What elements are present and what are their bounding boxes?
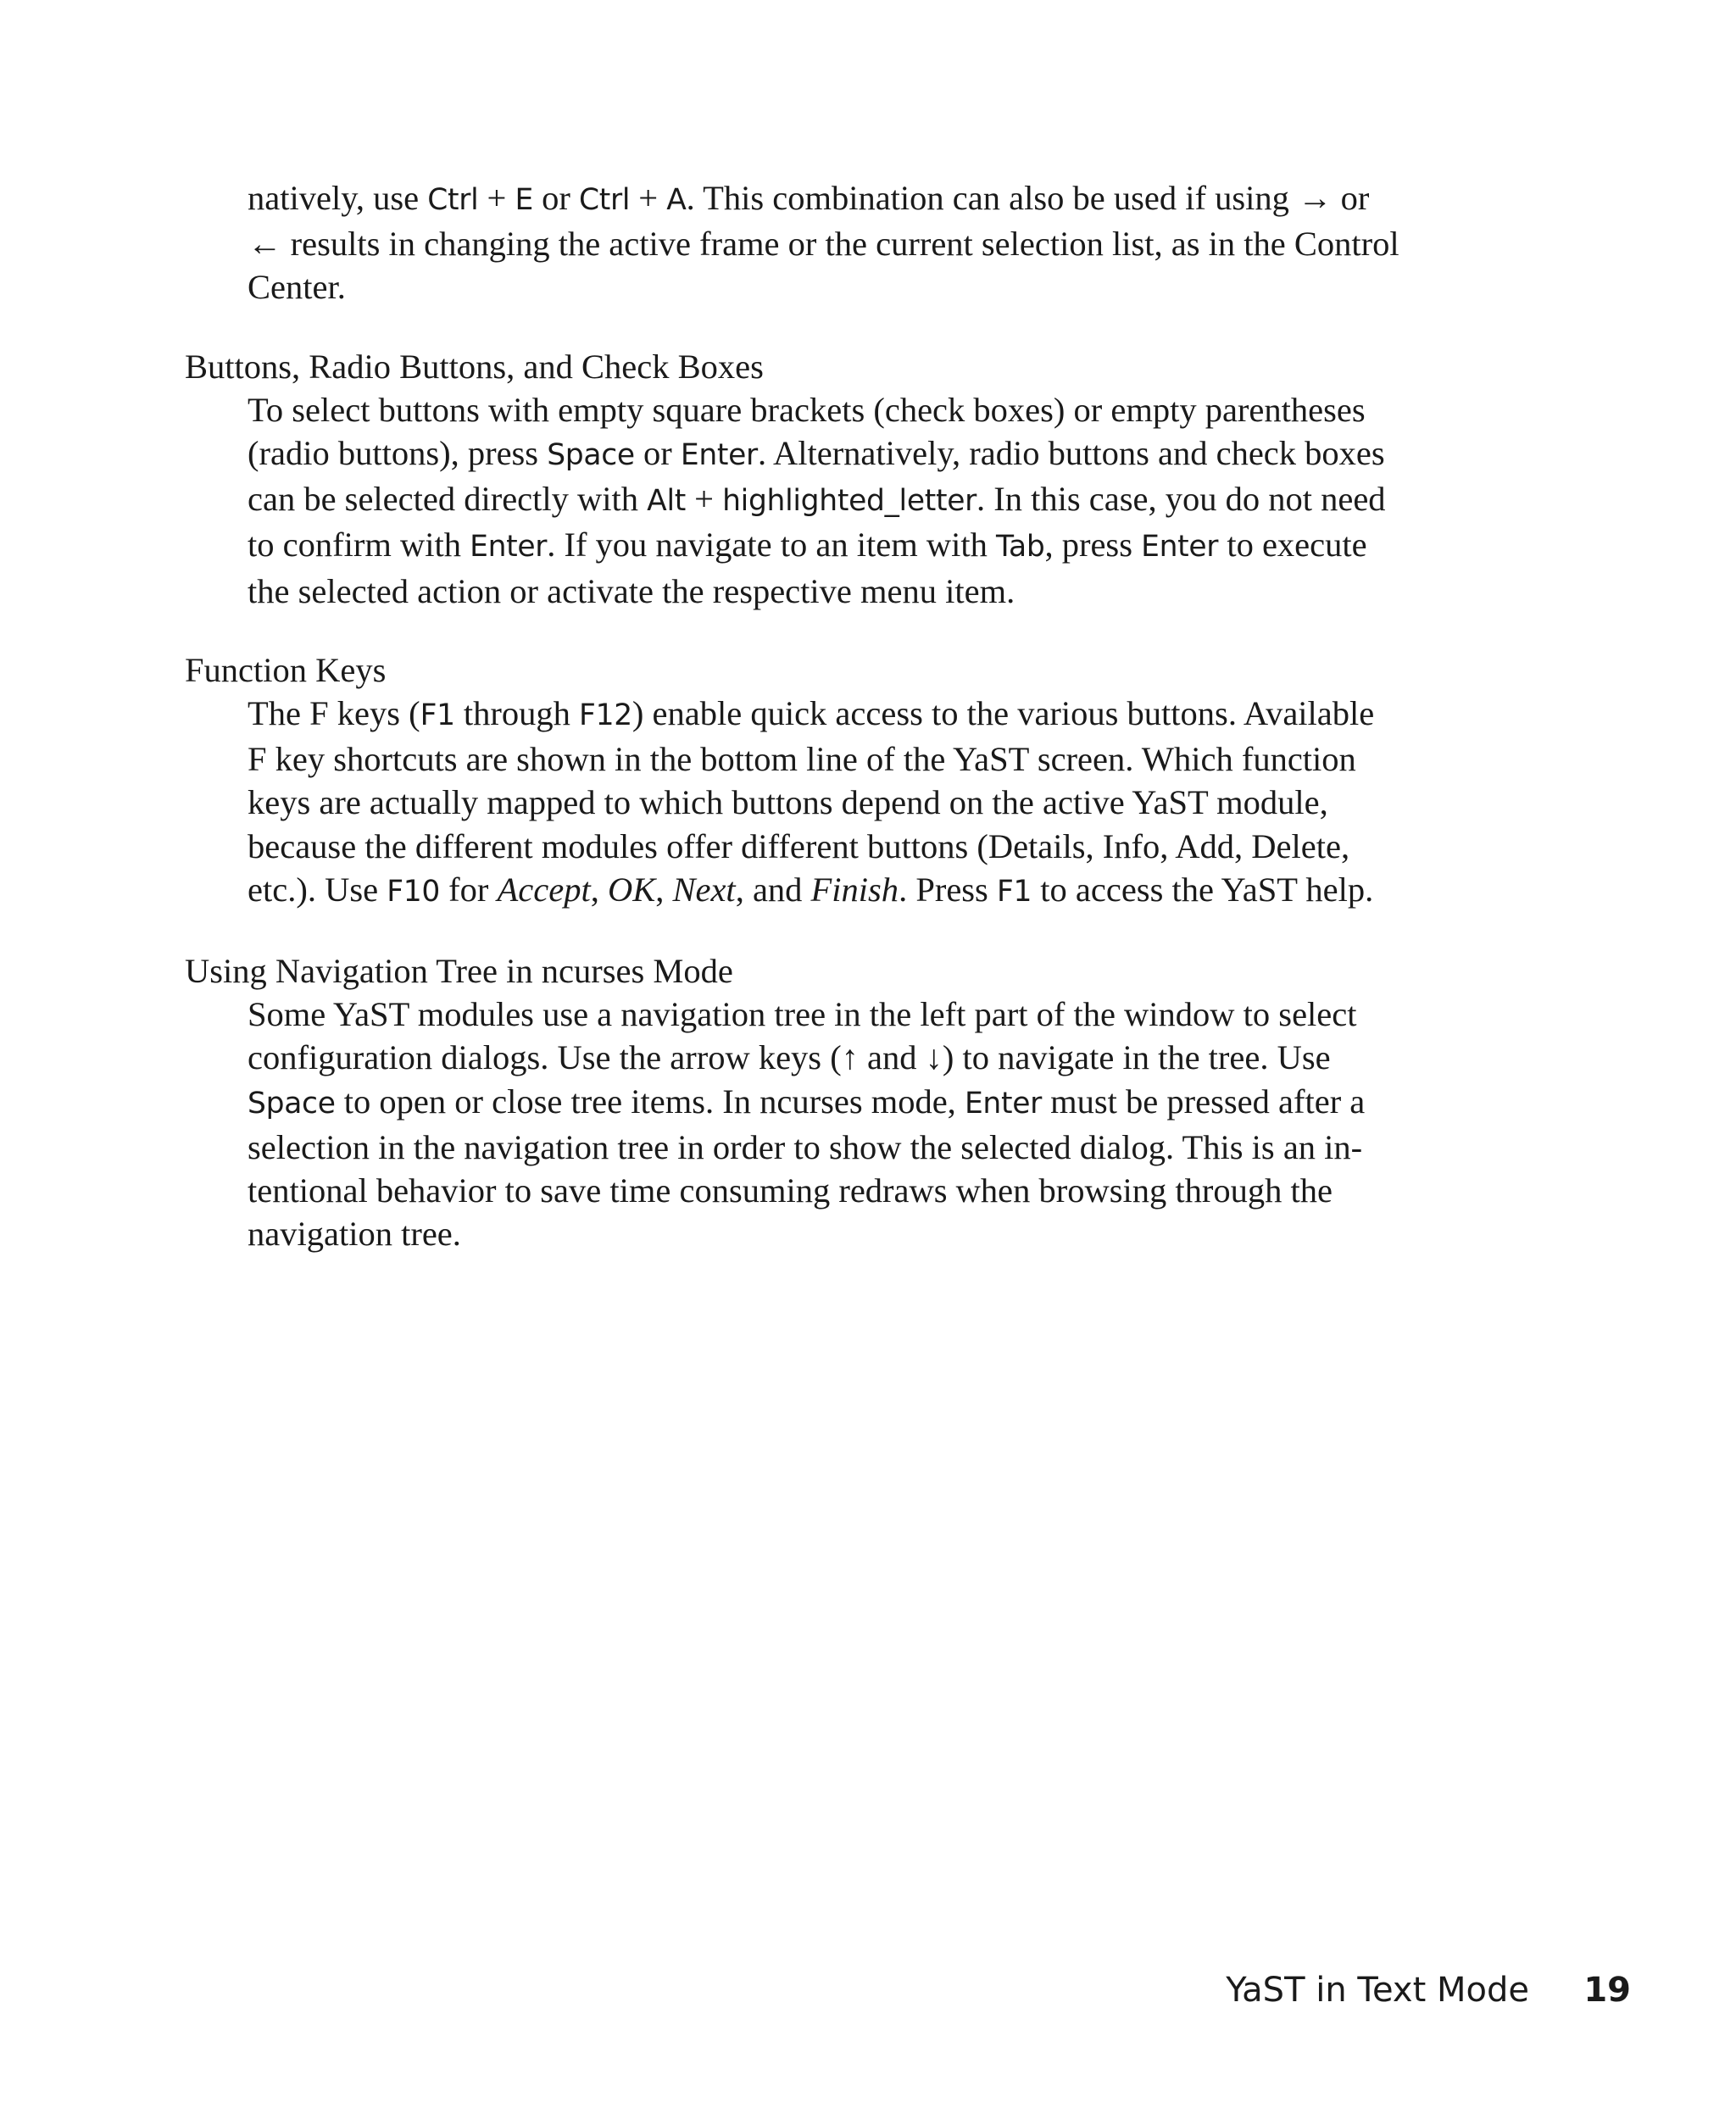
text-run: the selected action or activate the respective menu item. [248, 571, 1015, 610]
text-line [248, 222, 1431, 265]
definition-term: Buttons, Radio Buttons, and Check Boxes [185, 347, 764, 386]
text-run: ) enable quick access to the various buttons. Available [632, 694, 1375, 733]
text-run: , [655, 870, 673, 909]
text-run: to open or close tree items. In ncurses mode, [335, 1082, 965, 1121]
definition-term: Function Keys [185, 650, 387, 689]
text-line [248, 388, 1431, 431]
text-line [248, 176, 1431, 222]
text-run: + [686, 480, 723, 519]
text-line [248, 1036, 1431, 1079]
text-line [248, 1212, 1431, 1255]
text-run: , and [735, 870, 811, 909]
text-run: natively, use [248, 179, 428, 217]
text-line [248, 431, 1431, 477]
running-title: YaST in Text Mode [1226, 1971, 1529, 2010]
text-run: because the different modules offer different buttons (Details, Info, Add, Delete, [248, 826, 1350, 865]
section-gap [185, 309, 1431, 345]
text-line [248, 692, 1431, 737]
text-line [248, 265, 1431, 309]
text-run: keys are actually mapped to which buttons depend on the active YaST module, [248, 783, 1328, 822]
text-run: . Press [899, 870, 997, 909]
text-run: , [590, 870, 608, 909]
text-run: can be selected directly with [248, 480, 648, 519]
text-run: . Alternatively, radio buttons and check boxes [757, 434, 1385, 473]
text-run: . In this case, you do not need [976, 480, 1386, 519]
text-run: selection in the navigation tree in order to show the selected dialog. This is an in- [248, 1127, 1363, 1166]
key-name: A [666, 183, 687, 217]
text-run: navigation tree. [248, 1215, 461, 1254]
key-name: Enter [1141, 530, 1219, 565]
key-name: F12 [579, 698, 632, 733]
text-run: must be pressed after a [1042, 1082, 1366, 1121]
text-line [248, 825, 1431, 868]
definition-paragraph [185, 993, 1431, 1255]
text-run: . This combination can also be used if using → or [686, 179, 1370, 217]
section-gap [185, 613, 1431, 648]
text-run: Some YaST modules use a navigation tree in the left part of the window to select [248, 995, 1357, 1034]
key-name: E [515, 183, 533, 217]
text-run: , press [1044, 526, 1142, 565]
text-line [248, 1080, 1431, 1126]
text-run: The F keys ( [248, 694, 420, 733]
page-footer [0, 1971, 1736, 2022]
emphasis-text: OK [607, 870, 656, 909]
text-line [248, 868, 1431, 914]
key-name: highlighted_letter [722, 484, 977, 519]
key-name: Enter [964, 1086, 1043, 1121]
key-name: F1 [420, 698, 455, 733]
text-run: ← results in changing the active frame or the current selection list, as in the Control [248, 225, 1399, 264]
key-name: Space [547, 438, 635, 473]
text-run: + [478, 179, 515, 217]
key-name: Ctrl [578, 183, 631, 217]
text-run: tentional behavior to save time consuming redraws when browsing through the [248, 1171, 1333, 1210]
text-run: . If you navigate to an item with [547, 526, 996, 565]
key-name: F1 [996, 874, 1032, 909]
key-name: Enter [680, 438, 758, 473]
definition-paragraph [185, 692, 1431, 914]
page-number: 19 [1583, 1971, 1631, 2010]
text-run: configuration dialogs. Use the arrow keys (↑ and ↓) to navigate in the tree. Use [248, 1038, 1331, 1077]
key-name: Enter [470, 530, 548, 565]
text-run: (radio buttons), press [248, 434, 548, 473]
emphasis-text: Finish [810, 870, 899, 909]
text-line [248, 523, 1431, 569]
text-run: to confirm with [248, 526, 470, 565]
definition-paragraph [185, 388, 1431, 613]
definition-term: Using Navigation Tree in ncurses Mode [185, 952, 733, 991]
text-line [248, 737, 1431, 781]
text-run: or [634, 434, 681, 473]
key-name: Ctrl [427, 183, 479, 217]
text-line [248, 570, 1431, 613]
text-line [248, 477, 1431, 523]
key-name: Alt [647, 484, 686, 519]
text-run: to execute [1218, 526, 1367, 565]
emphasis-text: Accept [497, 870, 591, 909]
text-run: to access the YaST help. [1032, 870, 1374, 909]
text-line [248, 1169, 1431, 1212]
text-run: or [532, 179, 579, 217]
text-line [248, 781, 1431, 824]
text-run: F key shortcuts are shown in the bottom line of the YaST screen. Which function [248, 740, 1356, 779]
definition-paragraph [185, 176, 1431, 309]
page-body [185, 176, 1431, 1255]
text-run: + [630, 179, 667, 217]
section-gap [185, 914, 1431, 949]
emphasis-text: Next [672, 870, 736, 909]
text-run: through [454, 694, 580, 733]
key-name: F10 [387, 874, 441, 909]
text-line [248, 993, 1431, 1036]
text-line [248, 1126, 1431, 1169]
key-name: Tab [995, 530, 1045, 565]
key-name: Space [248, 1086, 336, 1121]
text-run: for [440, 870, 498, 909]
text-run: Center. [248, 268, 346, 307]
text-run: To select buttons with empty square brackets (check boxes) or empty parentheses [248, 390, 1366, 429]
text-run: etc.). Use [248, 870, 387, 909]
